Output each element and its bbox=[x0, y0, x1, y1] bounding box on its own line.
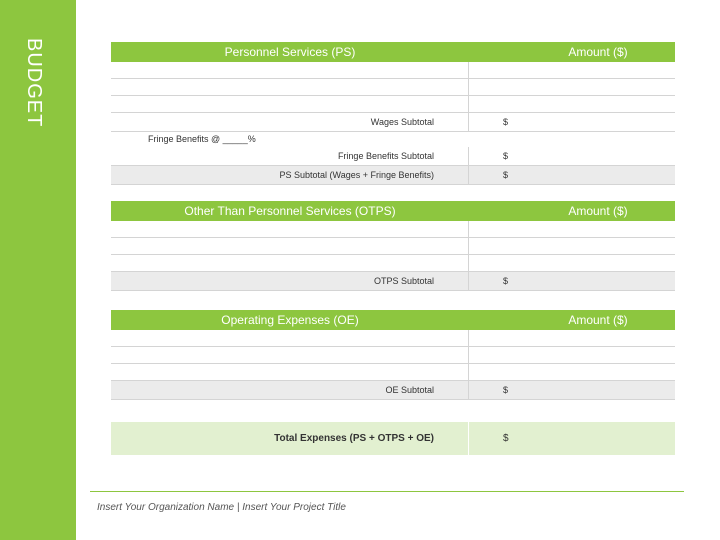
oe-subtotal-label: OE Subtotal bbox=[111, 381, 469, 399]
ps-table bbox=[111, 42, 675, 132]
table-row[interactable] bbox=[111, 96, 675, 113]
total-row bbox=[111, 422, 675, 455]
table-row[interactable] bbox=[111, 347, 675, 364]
otps-subtotal-row bbox=[111, 272, 675, 291]
otps-subtotal-label: OTPS Subtotal bbox=[111, 272, 469, 290]
otps-header-row bbox=[111, 201, 675, 221]
table-row[interactable] bbox=[111, 79, 675, 96]
page-title: BUDGET bbox=[23, 38, 45, 128]
fringe-subtotal-row bbox=[111, 147, 675, 166]
footer-divider bbox=[90, 491, 684, 492]
table-row[interactable] bbox=[111, 364, 675, 381]
fringe-benefits-rate[interactable]: Fringe Benefits @ _____% bbox=[148, 134, 256, 144]
sidebar bbox=[0, 0, 76, 540]
ps-amount-header: Amount ($) bbox=[568, 45, 628, 59]
ps-header: Personnel Services (PS) bbox=[224, 45, 356, 59]
table-row[interactable] bbox=[111, 330, 675, 347]
otps-amount-header: Amount ($) bbox=[568, 204, 628, 218]
wages-subtotal-row bbox=[111, 113, 675, 132]
ps-subtotal-label: PS Subtotal (Wages + Fringe Benefits) bbox=[111, 166, 469, 184]
total-amount[interactable]: $ bbox=[503, 433, 509, 444]
oe-header-row bbox=[111, 310, 675, 330]
fringe-subtotal-amount[interactable]: $ bbox=[503, 151, 509, 161]
oe-amount-header: Amount ($) bbox=[568, 313, 628, 327]
fringe-subtotal-label: Fringe Benefits Subtotal bbox=[111, 147, 469, 165]
oe-header: Operating Expenses (OE) bbox=[221, 313, 359, 327]
wages-subtotal-amount[interactable]: $ bbox=[503, 117, 509, 127]
oe-table bbox=[111, 310, 675, 400]
otps-table bbox=[111, 201, 675, 291]
table-row[interactable] bbox=[111, 221, 675, 238]
ps-subtotal-row bbox=[111, 166, 675, 185]
footer-text: Insert Your Organization Name | Insert Your Project Title bbox=[97, 502, 346, 513]
total-label: Total Expenses (PS + OTPS + OE) bbox=[111, 422, 469, 455]
ps-header-row bbox=[111, 42, 675, 62]
table-row[interactable] bbox=[111, 238, 675, 255]
ps-subtotal-amount[interactable]: $ bbox=[469, 166, 675, 184]
oe-subtotal-row bbox=[111, 381, 675, 400]
table-row[interactable] bbox=[111, 255, 675, 272]
ps-subtotals bbox=[111, 147, 675, 185]
table-row[interactable] bbox=[111, 62, 675, 79]
otps-header: Other Than Personnel Services (OTPS) bbox=[184, 204, 396, 218]
wages-subtotal-label: Wages Subtotal bbox=[111, 113, 469, 131]
otps-subtotal-amount[interactable]: $ bbox=[469, 272, 675, 290]
oe-subtotal-amount[interactable]: $ bbox=[469, 381, 675, 399]
